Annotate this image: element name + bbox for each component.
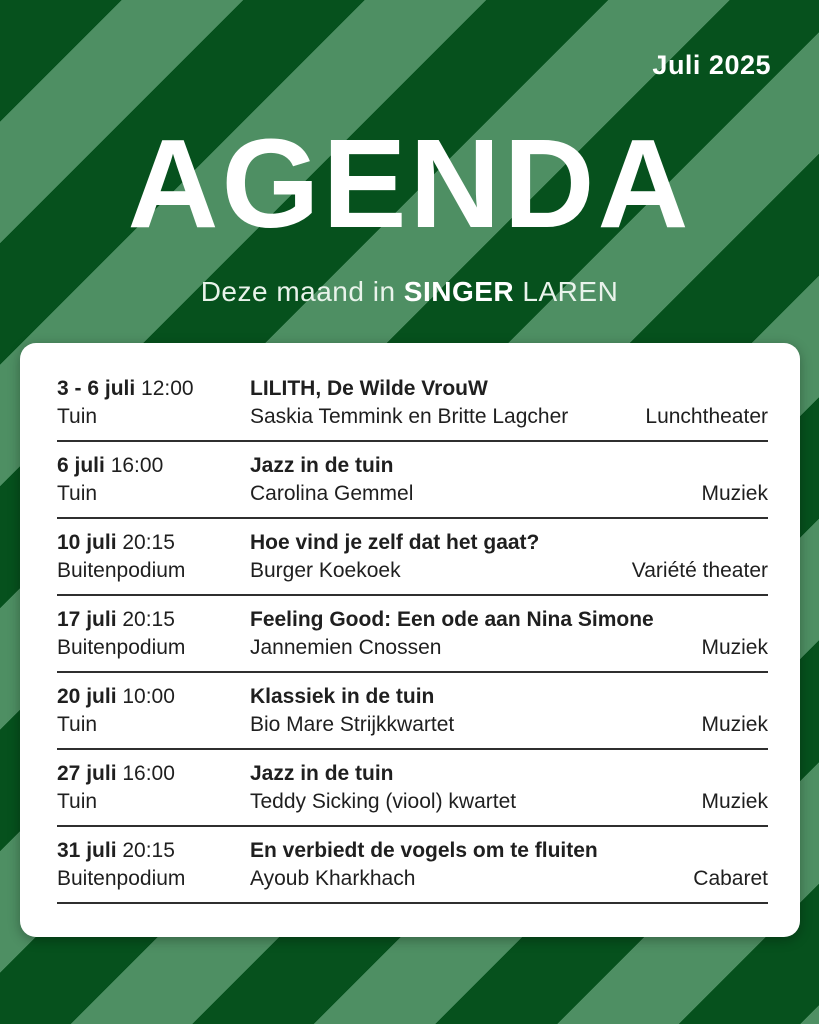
subtitle-prefix: Deze maand in — [200, 276, 404, 307]
event-genre: Muziek — [701, 790, 768, 813]
event-genre-column — [701, 760, 768, 816]
event-what-column — [250, 606, 701, 662]
event-row — [57, 596, 768, 673]
event-genre: Muziek — [701, 713, 768, 736]
event-genre: Muziek — [701, 636, 768, 659]
event-date-line — [57, 683, 250, 711]
event-genre: Cabaret — [693, 867, 768, 890]
event-title: LILITH, De Wilde VrouW — [250, 377, 488, 400]
event-when-column — [57, 606, 250, 662]
event-row — [57, 442, 768, 519]
event-time: 16:00 — [116, 762, 175, 785]
event-when-column — [57, 760, 250, 816]
event-title: Klassiek in de tuin — [250, 685, 435, 708]
event-location: Tuin — [57, 405, 98, 428]
event-artist: Bio Mare Strijkkwartet — [250, 713, 455, 736]
event-time: 20:15 — [116, 839, 175, 862]
event-row — [57, 519, 768, 596]
subtitle-suffix: LAREN — [514, 276, 619, 307]
event-title: Jazz in de tuin — [250, 762, 394, 785]
event-location: Tuin — [57, 713, 98, 736]
event-location: Buitenpodium — [57, 559, 186, 582]
event-artist: Saskia Temmink en Britte Lagcher — [250, 405, 569, 428]
event-time: 16:00 — [104, 454, 164, 477]
event-date-line — [57, 529, 250, 557]
month-label: Juli 2025 — [652, 50, 771, 80]
event-title: Feeling Good: Een ode aan Nina Simone — [250, 608, 654, 631]
event-date: 6 juli — [57, 454, 105, 477]
event-genre: Variété theater — [631, 559, 768, 582]
event-when-column — [57, 837, 250, 893]
event-date-line — [57, 837, 250, 865]
event-date: 17 juli — [57, 608, 117, 631]
event-time: 12:00 — [135, 377, 194, 400]
event-date: 27 juli — [57, 762, 117, 785]
event-row — [57, 673, 768, 750]
event-artist: Teddy Sicking (viool) kwartet — [250, 790, 517, 813]
event-date-line — [57, 606, 250, 634]
event-when-column — [57, 683, 250, 739]
agenda-title: AGENDA — [127, 113, 692, 254]
event-row — [57, 750, 768, 827]
event-title: Jazz in de tuin — [250, 454, 394, 477]
event-genre-column — [632, 529, 768, 585]
event-what-column — [250, 760, 701, 816]
event-date: 3 - 6 juli — [57, 377, 136, 400]
event-title: Hoe vind je zelf dat het gaat? — [250, 531, 540, 554]
event-artist: Jannemien Cnossen — [250, 636, 442, 659]
event-what-column — [250, 529, 632, 585]
event-time: 10:00 — [116, 685, 175, 708]
event-location: Buitenpodium — [57, 867, 186, 890]
event-what-column — [250, 452, 701, 508]
event-when-column — [57, 375, 250, 431]
event-date: 10 juli — [57, 531, 117, 554]
event-genre-column — [701, 452, 768, 508]
event-date: 20 juli — [57, 685, 117, 708]
event-location: Tuin — [57, 790, 98, 813]
event-what-column — [250, 375, 645, 431]
event-location: Buitenpodium — [57, 636, 186, 659]
event-title: En verbiedt de vogels om te fluiten — [250, 839, 598, 862]
event-what-column — [250, 837, 693, 893]
event-date-line — [57, 760, 250, 788]
event-time: 20:15 — [116, 608, 175, 631]
event-date-line — [57, 452, 250, 480]
event-row — [57, 827, 768, 904]
event-date: 31 juli — [57, 839, 117, 862]
event-artist: Burger Koekoek — [250, 559, 401, 582]
event-genre-column — [645, 375, 768, 431]
event-genre: Lunchtheater — [645, 405, 768, 428]
event-time: 20:15 — [116, 531, 175, 554]
event-when-column — [57, 452, 250, 508]
event-genre-column — [701, 683, 768, 739]
event-row — [57, 365, 768, 442]
event-date-line — [57, 375, 250, 403]
event-artist: Ayoub Kharkhach — [250, 867, 416, 890]
event-location: Tuin — [57, 482, 98, 505]
events-card — [20, 343, 800, 937]
event-when-column — [57, 529, 250, 585]
event-genre-column — [693, 837, 768, 893]
brand-name: SINGER — [403, 276, 515, 307]
event-what-column — [250, 683, 701, 739]
agenda-subtitle — [0, 276, 819, 308]
event-artist: Carolina Gemmel — [250, 482, 414, 505]
event-genre: Muziek — [701, 482, 768, 505]
event-genre-column — [701, 606, 768, 662]
